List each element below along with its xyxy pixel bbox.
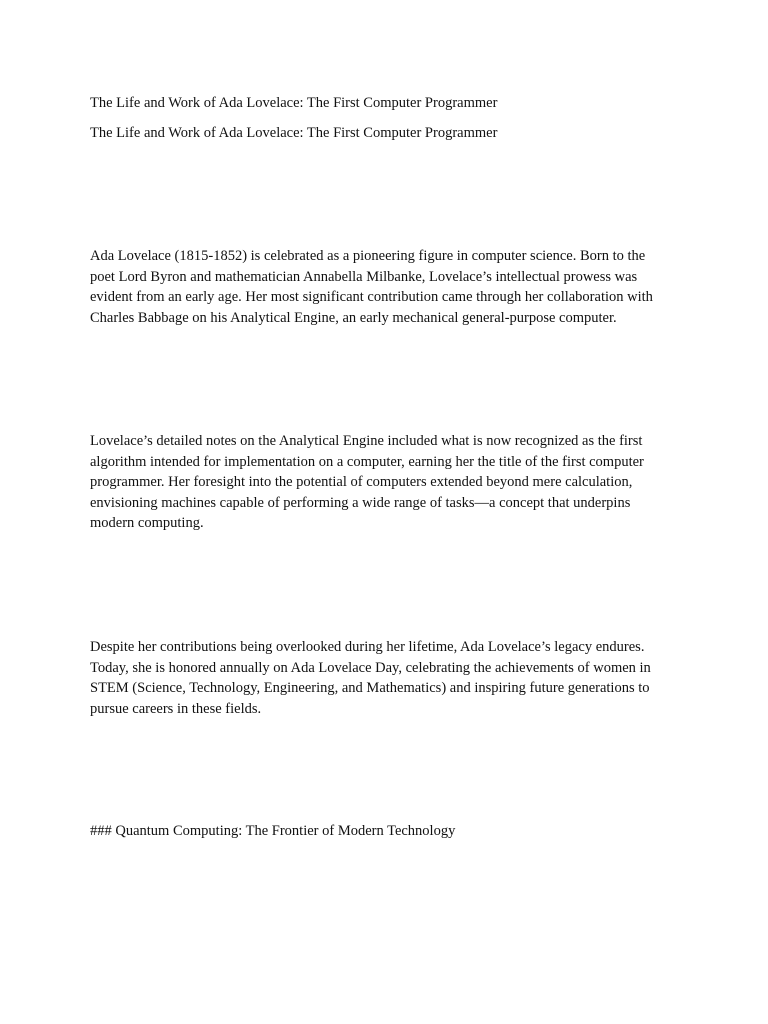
paragraph-line: programmer. Her foresight into the potential of computers extended beyond mere calculation, bbox=[90, 474, 633, 491]
paragraph-line: Today, she is honored annually on Ada Lovelace Day, celebrating the achievements of women in bbox=[90, 659, 651, 676]
paragraph-line: Charles Babbage on his Analytical Engine, an early mechanical general-purpose computer. bbox=[90, 309, 617, 326]
paragraph-legacy bbox=[90, 637, 690, 719]
paragraph-line: algorithm intended for implementation on a computer, earning her the title of the first computer bbox=[90, 453, 644, 470]
paragraph-line: envisioning machines capable of performing a wide range of tasks—a concept that underpins bbox=[90, 494, 631, 511]
paragraph-line: pursue careers in these fields. bbox=[90, 700, 262, 717]
next-section-heading: ### Quantum Computing: The Frontier of Modern Technology bbox=[90, 823, 456, 839]
paragraph-line: STEM (Science, Technology, Engineering, and Mathematics) and inspiring future generations to bbox=[90, 680, 650, 697]
paragraph-line: Lovelace’s detailed notes on the Analytical Engine included what is now recognized as the first bbox=[90, 433, 643, 449]
paragraph-line: poet Lord Byron and mathematician Annabella Milbanke, Lovelace’s intellectual prowess was bbox=[90, 268, 638, 285]
paragraph-line: Ada Lovelace (1815-1852) is celebrated as a pioneering figure in computer science. Born to the bbox=[90, 248, 646, 264]
paragraph-analytical-engine bbox=[90, 431, 690, 534]
document-title: The Life and Work of Ada Lovelace: The First Computer Programmer bbox=[90, 95, 498, 111]
paragraph-line: Despite her contributions being overlooked during her lifetime, Ada Lovelace’s legacy endures. bbox=[90, 639, 645, 655]
paragraph-line: evident from an early age. Her most significant contribution came through her collaboration with bbox=[90, 289, 653, 306]
paragraph-line: modern computing. bbox=[90, 515, 204, 532]
document-title-repeat: The Life and Work of Ada Lovelace: The First Computer Programmer bbox=[90, 125, 498, 141]
paragraph-intro bbox=[90, 246, 690, 328]
